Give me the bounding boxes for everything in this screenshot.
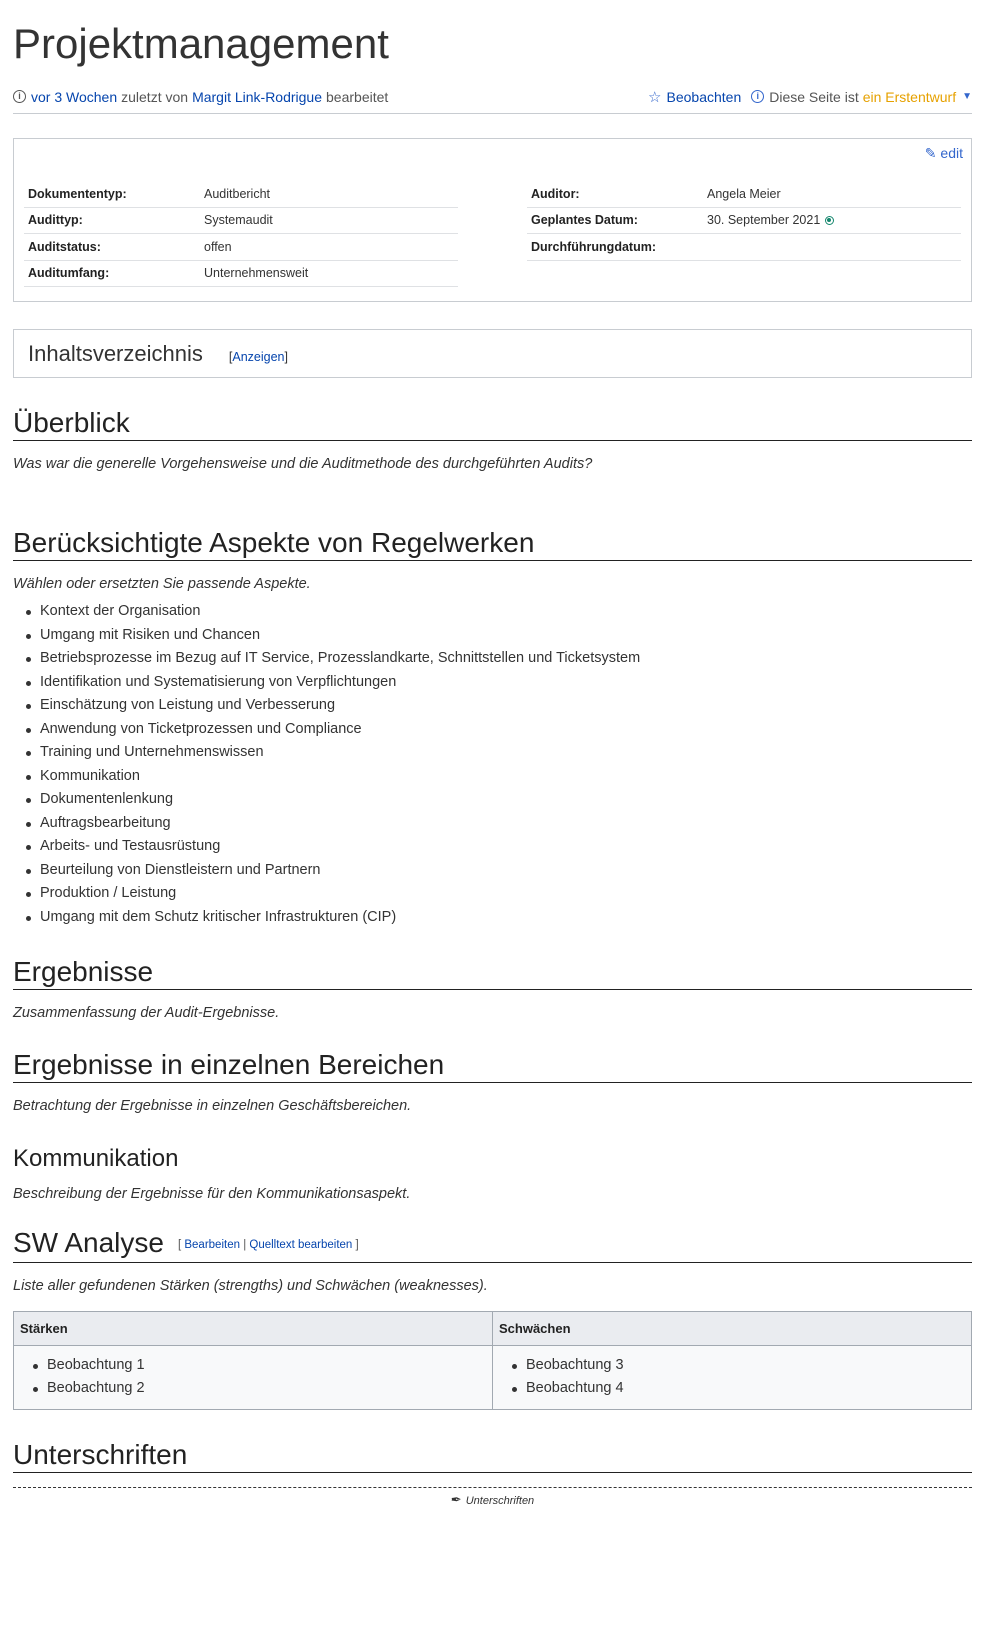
section-edit-links: [ Bearbeiten | Quelltext bearbeiten ] (177, 1238, 359, 1251)
infobox-row (527, 234, 961, 261)
infobox-row (527, 208, 961, 235)
infobox-row (24, 208, 458, 235)
list-item: Kontext der Organisation (40, 600, 972, 624)
toc-title: Inhaltsverzeichnis (28, 340, 203, 366)
section-heading-aspects: Berücksichtigte Aspekte von Regelwerken (13, 526, 972, 561)
info-icon: i (13, 90, 26, 103)
pencil-icon: ✎ (924, 145, 937, 161)
list-item: Produktion / Leistung (40, 882, 972, 906)
edit-label: edit (940, 145, 963, 161)
list-item: Beurteilung von Dienstleistern und Partnern (40, 859, 972, 883)
author-link[interactable]: Margit Link-Rodrigue (192, 88, 323, 105)
section-desc: Liste aller gefundenen Stärken (strengths) und Schwächen (weaknesses). (13, 1277, 488, 1294)
section-desc: Was war die generelle Vorgehensweise und die Auditmethode des durchgeführten Audits? (13, 456, 593, 472)
audit-infobox (13, 138, 972, 302)
toc-show-link[interactable]: Anzeigen (232, 349, 285, 364)
section-desc: Betrachtung der Ergebnisse in einzelnen Geschäftsbereichen. (13, 1098, 412, 1114)
infobox-row (24, 181, 458, 208)
last-edit-info (13, 89, 388, 105)
field-value: Angela Meier (707, 186, 781, 201)
infobox-edit-button[interactable] (925, 145, 963, 162)
list-item: Beobachtung 4 (526, 1377, 965, 1401)
field-value: 30. September 2021 (707, 213, 821, 228)
field-label: Durchführungdatum: (531, 239, 656, 254)
list-item: Betriebsprozesse im Bezug auf IT Service, Prozesslandkarte, Schnittstellen und Ticketsystem (40, 647, 972, 671)
list-item: Kommunikation (40, 765, 972, 789)
section-heading-results-areas: Ergebnisse in einzelnen Bereichen (13, 1048, 972, 1083)
edit-section-link[interactable]: Bearbeiten (184, 1238, 240, 1251)
signature-label: Unterschriften (465, 1494, 535, 1507)
section-heading-sw-analysis (13, 1226, 972, 1263)
infobox-right-column (527, 181, 961, 287)
list-item: Auftragsbearbeitung (40, 812, 972, 836)
list-item: Identifikation und Systematisierung von Verpflichtungen (40, 671, 972, 695)
list-item: Umgang mit dem Schutz kritischer Infrastrukturen (CIP) (40, 906, 972, 930)
strengths-cell (14, 1345, 493, 1409)
page-meta-bar (13, 80, 972, 114)
edited-by-text: zuletzt von (121, 88, 189, 105)
chevron-down-icon[interactable]: ▼ (962, 91, 972, 102)
page-actions (648, 88, 972, 106)
field-value: Unternehmensweit (204, 266, 309, 281)
list-item: Einschätzung von Leistung und Verbesserung (40, 694, 972, 718)
field-value: offen (204, 239, 232, 254)
infobox-left-column (24, 181, 458, 287)
section-heading-communication: Kommunikation (13, 1145, 179, 1172)
infobox-row (24, 234, 458, 261)
section-heading-overview: Überblick (13, 406, 972, 441)
section-heading-results: Ergebnisse (13, 955, 972, 990)
star-icon[interactable]: ☆ (648, 88, 662, 106)
status-dot-icon (825, 216, 834, 225)
aspects-list (13, 600, 972, 929)
field-value: Systemaudit (204, 213, 273, 228)
weaknesses-header: Schwächen (493, 1311, 972, 1345)
status-prefix: Diese Seite ist (769, 88, 859, 105)
sw-analysis-table (13, 1311, 972, 1410)
infobox-row (527, 181, 961, 208)
section-desc: Beschreibung der Ergebnisse für den Kommunikationsaspekt. (13, 1186, 411, 1202)
planned-date-value (707, 213, 834, 227)
section-desc: Zusammenfassung der Audit-Ergebnisse. (13, 1005, 280, 1021)
feather-pen-icon: ✒ (450, 1491, 462, 1507)
page-title: Projektmanagement (13, 20, 389, 67)
weaknesses-cell (493, 1345, 972, 1409)
field-label: Dokumententyp: (28, 186, 127, 201)
list-item: Dokumentenlenkung (40, 788, 972, 812)
field-label: Auditstatus: (28, 239, 101, 254)
signature-line (13, 1487, 972, 1508)
list-item: Training und Unternehmenswissen (40, 741, 972, 765)
table-of-contents (13, 329, 972, 378)
section-heading-signatures: Unterschriften (13, 1438, 972, 1473)
list-item: Arbeits- und Testausrüstung (40, 835, 972, 859)
info-icon: i (751, 90, 764, 103)
list-item: Beobachtung 2 (47, 1377, 486, 1401)
field-label: Geplantes Datum: (531, 213, 638, 228)
list-item: Beobachtung 3 (526, 1354, 965, 1378)
infobox-row (24, 261, 458, 288)
list-item: Beobachtung 1 (47, 1354, 486, 1378)
draft-status-dropdown[interactable]: ein Erstentwurf (862, 88, 957, 105)
edited-suffix: bearbeitet (326, 88, 389, 105)
watch-button[interactable]: Beobachten (666, 88, 742, 105)
section-desc: Wählen oder ersetzten Sie passende Aspekte. (13, 576, 311, 592)
toc-toggle: [Anzeigen] (228, 349, 288, 364)
strengths-header: Stärken (14, 1311, 493, 1345)
field-label: Audittyp: (28, 213, 83, 228)
edit-source-link[interactable]: Quelltext bearbeiten (249, 1238, 353, 1251)
history-link[interactable]: vor 3 Wochen (31, 88, 118, 105)
field-label: Auditumfang: (28, 266, 110, 281)
sw-heading-text: SW Analyse (13, 1227, 164, 1258)
list-item: Anwendung von Ticketprozessen und Compliance (40, 718, 972, 742)
list-item: Umgang mit Risiken und Chancen (40, 624, 972, 648)
field-value: Auditbericht (204, 186, 271, 201)
field-label: Auditor: (531, 186, 580, 201)
